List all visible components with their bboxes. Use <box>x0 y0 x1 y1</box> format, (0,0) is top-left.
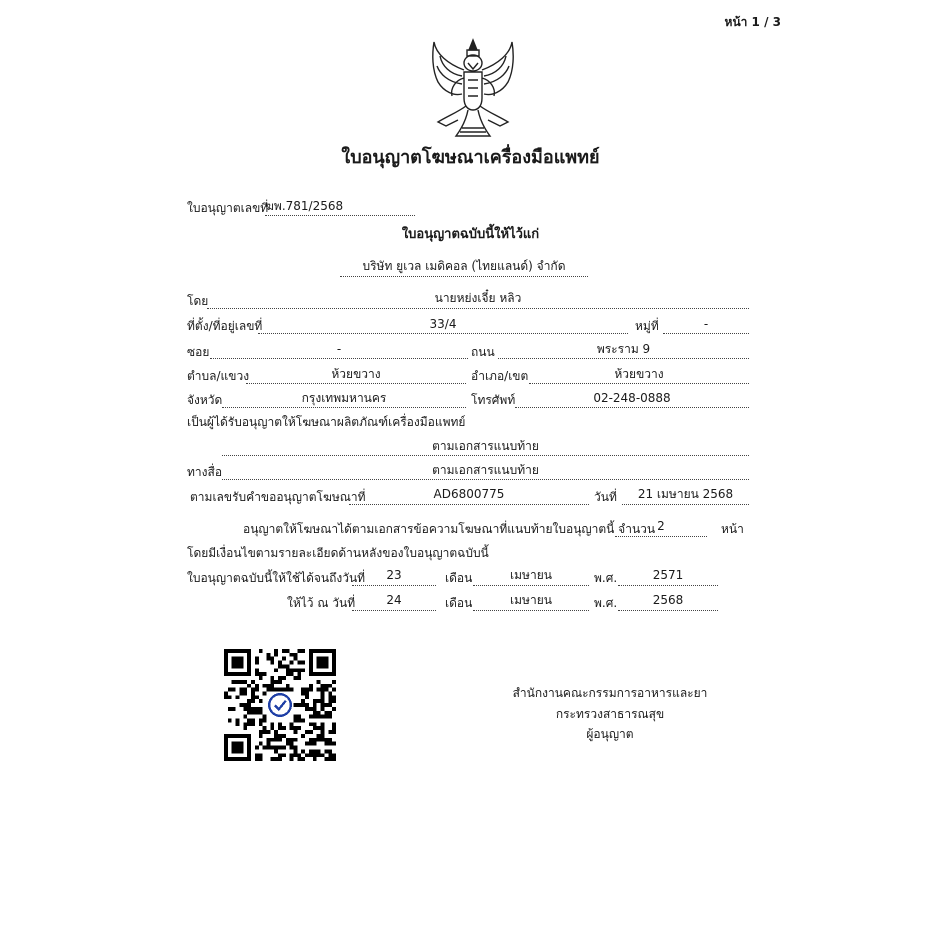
company-name: บริษัท ยูเวล เมดิคอล (ไทยแลนด์) จำกัด <box>362 259 566 273</box>
underline <box>222 455 749 456</box>
underline <box>207 308 749 309</box>
license-no-value: ฆพ.781/2568 <box>265 199 344 213</box>
underline <box>622 504 749 505</box>
moo-value: - <box>703 317 709 331</box>
signatory-line1: สำนักงานคณะกรรมการอาหารและยา <box>512 686 708 700</box>
underline <box>265 215 415 216</box>
permit-pages-unit: หน้า <box>721 522 744 536</box>
underline <box>473 610 589 611</box>
garuda-emblem-icon <box>418 36 528 141</box>
medium-value: ตามเอกสารแนบท้าย <box>432 463 539 477</box>
underline <box>352 585 436 586</box>
underline <box>498 358 749 359</box>
valid-until-label: ใบอนุญาตฉบับนี้ให้ใช้ได้จนถึงวันที่ <box>187 571 366 585</box>
road-label: ถนน <box>471 345 495 359</box>
district-label: อำเภอ/เขต <box>471 369 529 383</box>
licensed-for-value: ตามเอกสารแนบท้าย <box>432 439 539 453</box>
issued-on-label: ให้ไว้ ณ วันที่ <box>287 596 356 610</box>
underline <box>222 479 749 480</box>
issued-on-month: เมษายน <box>510 593 552 607</box>
valid-until-day: 23 <box>386 568 402 582</box>
signatory-line2: กระทรวงสาธารณสุข <box>555 707 665 721</box>
signatory-line3: ผู้อนุญาต <box>586 727 634 741</box>
address-no-label: ที่ตั้ง/ที่อยู่เลขที่ <box>187 319 263 333</box>
qr-code-icon <box>224 649 336 761</box>
phone-label: โทรศัพท์ <box>471 393 516 407</box>
permit-text: อนุญาตให้โฆษณาได้ตามเอกสารข้อความโฆษณาที่แนบท้ายใบอนุญาตนี้ จำนวน <box>243 522 656 536</box>
underline <box>352 610 436 611</box>
moo-label: หมู่ที่ <box>635 319 659 333</box>
phone-value: 02-248-0888 <box>593 391 671 405</box>
underline <box>340 276 588 277</box>
subdistrict-label: ตำบล/แขวง <box>187 369 250 383</box>
province-label: จังหวัด <box>187 393 223 407</box>
page-number: หน้า 1 / 3 <box>724 15 781 29</box>
license-no-label: ใบอนุญาตเลขที่ <box>187 201 269 215</box>
valid-until-month-label: เดือน <box>445 571 473 585</box>
conditions-text: โดยมีเงื่อนไขตามรายละเอียดด้านหลังของใบอนุญาตฉบับนี้ <box>187 546 489 560</box>
underline <box>246 383 466 384</box>
request-date-label: วันที่ <box>594 490 617 504</box>
soi-value: - <box>336 342 342 356</box>
request-no-label: ตามเลขรับคำขออนุญาตโฆษณาที่ <box>190 490 366 504</box>
address-no-value: 33/4 <box>429 317 457 331</box>
underline <box>210 358 468 359</box>
underline <box>529 383 749 384</box>
licensed-for-label: เป็นผู้ได้รับอนุญาตให้โฆษณาผลิตภัณฑ์เครื่องมือแพทย์ <box>187 415 466 429</box>
request-date-value: 21 เมษายน 2568 <box>637 487 734 501</box>
underline <box>663 333 749 334</box>
permit-pages-value: 2 <box>657 519 665 533</box>
page-title: ใบอนุญาตโฆษณาเครื่องมือแพทย์ <box>341 147 600 168</box>
underline <box>615 536 707 537</box>
issued-on-day: 24 <box>386 593 402 607</box>
valid-until-month: เมษายน <box>510 568 552 582</box>
underline <box>473 585 589 586</box>
road-value: พระราม 9 <box>596 342 651 356</box>
issued-on-year: 2568 <box>652 593 684 607</box>
by-value: นายหย่งเจี๋ย หลิว <box>434 291 522 305</box>
valid-until-year-label: พ.ศ. <box>594 571 618 585</box>
underline <box>515 407 749 408</box>
underline <box>258 333 628 334</box>
underline <box>349 504 589 505</box>
issued-on-year-label: พ.ศ. <box>594 596 618 610</box>
request-no-value: AD6800775 <box>433 487 505 501</box>
subdistrict-value: ห้วยขวาง <box>331 367 381 381</box>
underline <box>618 610 718 611</box>
valid-until-year: 2571 <box>652 568 684 582</box>
issued-to-heading: ใบอนุญาตฉบับนี้ให้ไว้แก่ <box>401 227 540 242</box>
province-value: กรุงเทพมหานคร <box>301 391 387 405</box>
district-value: ห้วยขวาง <box>614 367 664 381</box>
underline <box>222 407 466 408</box>
issued-on-month-label: เดือน <box>445 596 473 610</box>
by-label: โดย <box>187 294 209 308</box>
soi-label: ซอย <box>187 345 210 359</box>
underline <box>618 585 718 586</box>
medium-label: ทางสื่อ <box>187 465 223 479</box>
